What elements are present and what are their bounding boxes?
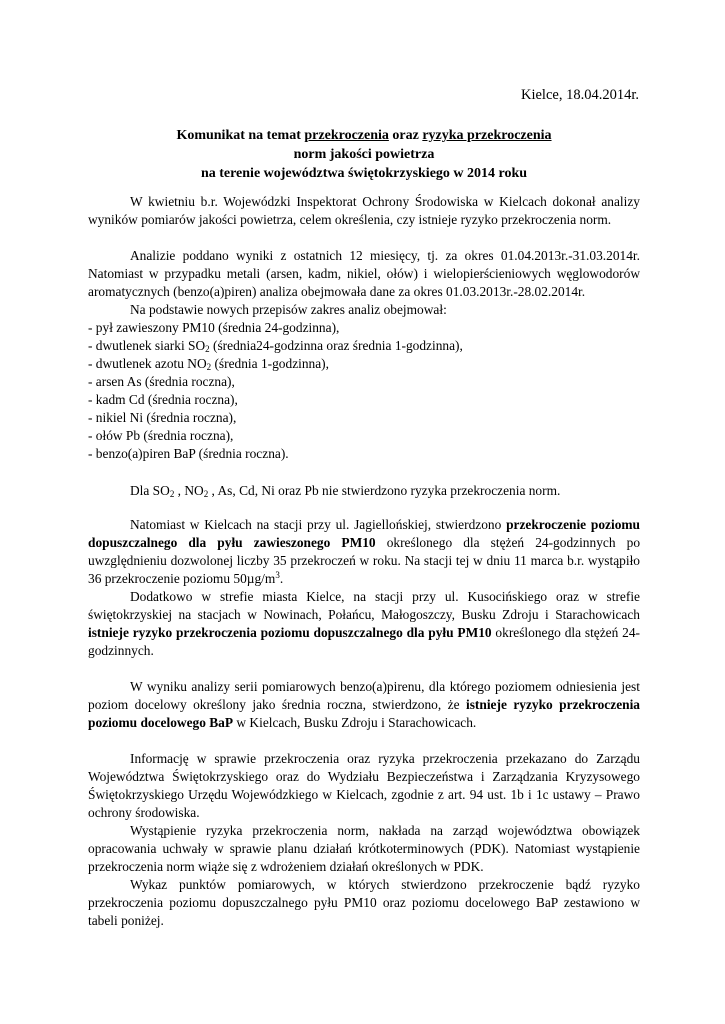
- list-item: [88, 337, 640, 355]
- text: Natomiast w Kielcach na stacji przy ul. Jagiellońskiej, stwierdzono: [130, 517, 507, 532]
- paragraph-information-sent: Informację w sprawie przekroczenia oraz ryzyka przekroczenia przekazano do Zarządu Województwa Świętokrzyskiego oraz do Wydziału Bezpieczeństwa i Zarządzania Kryzysowego Świętokrzyskiego Urzędu Wojewódzkiego w Kielcach, zgodnie z art. 94 ust. 1b i 1c ustawy – Prawo ochrony środowiska.: [88, 751, 640, 820]
- paragraph-obligation: Wystąpienie ryzyka przekroczenia norm, nakłada na zarząd województwa obowiązek opracowania uchwały w sprawie planu działań krótkoterminowych (PDK). Natomiast wystąpienie przekroczenia norm wiąże się z wdrożeniem działań określonych w PDK.: [88, 823, 640, 874]
- bold-text: istnieje ryzyko przekroczenia poziomu dopuszczalnego dla pyłu PM10: [88, 625, 492, 640]
- title-line-1: [88, 126, 640, 145]
- list-item-text: - dwutlenek azotu NO: [88, 356, 207, 371]
- text: określonego dla stężeń 24-godzinnych po uwzględnieniu dozwolonej liczby 35 przekroczeń w roku. Na stacji tej w dniu 11 marca b.r. wystąpiło 36 przekroczenie poziomu 50µg/m: [88, 535, 641, 586]
- text: .: [279, 571, 284, 586]
- text: określonego dla stężeń 24-godzinnych.: [88, 625, 640, 658]
- paragraph-intro: W kwietniu b.r. Wojewódzki Inspektorat Ochrony Środowiska w Kielcach dokonał analizy wyników pomiarów jakości powietrza, celem określenia, czy istnieje ryzyko przekroczenia norm.: [88, 194, 640, 227]
- paragraph-no-risk: [88, 482, 640, 500]
- subscript: 2: [203, 489, 209, 499]
- text: , As, Cd, Ni oraz Pb nie stwierdzono ryzyka przekroczenia norm.: [208, 483, 561, 498]
- list-item-text: - dwutlenek siarki SO: [88, 338, 206, 353]
- paragraph-analysis-period: Analizie poddano wyniki z ostatnich 12 miesięcy, tj. za okres 01.04.2013r.-31.03.2014r. Natomiast w przypadku metali (arsen, kadm, nikiel, ołów) i wielopierścieniowych węglowodorów aromatycznych (benzo(a)piren) analiza obejmowała dane za okres 01.03.2013r.-28.02.2014r.: [88, 248, 640, 299]
- subscript: 2: [206, 362, 212, 372]
- paragraph-additional-risk: [88, 588, 640, 660]
- title-underlined-ryzyka: ryzyka przekroczenia: [422, 128, 552, 143]
- list-item-text: (średnia24-godzinna oraz średnia 1-godzinna),: [209, 338, 463, 353]
- text: w Kielcach, Busku Zdroju i Starachowicach.: [233, 715, 477, 730]
- bold-text: przekroczenie poziomu dopuszczalnego dla pyłu zawieszonego PM10: [88, 517, 640, 550]
- title-underlined-przekroczenia: przekroczenia: [304, 128, 389, 143]
- bold-text: istnieje ryzyko przekroczenia poziomu docelowego BaP: [88, 697, 640, 730]
- paragraph-bap-risk: [88, 678, 640, 732]
- subscript: 2: [205, 344, 210, 354]
- title-part: oraz: [388, 128, 423, 143]
- list-item-text: (średnia 1-godzinna),: [211, 356, 329, 371]
- paragraph-table-reference: Wykaz punktów pomiarowych, w których stwierdzono przekroczenie bądź ryzyko przekroczenia poziomu dopuszczalnego pyłu PM10 oraz poziomu docelowego BaP zestawiono w tabeli poniżej.: [88, 877, 640, 928]
- list-item: - nikiel Ni (średnia roczna),: [88, 410, 237, 425]
- title-part: Komunikat na temat: [176, 128, 305, 143]
- superscript: 3: [275, 570, 280, 580]
- document-title: [88, 126, 640, 183]
- list-item: - arsen As (średnia roczna),: [88, 374, 235, 389]
- document-date: Kielce, 18.04.2014r.: [521, 87, 639, 103]
- text: Dla SO: [130, 483, 170, 498]
- paragraph-kielce-exceedance: [88, 516, 640, 588]
- list-item: [88, 355, 640, 373]
- list-item: - ołów Pb (średnia roczna),: [88, 428, 234, 443]
- list-item: - benzo(a)piren BaP (średnia roczna).: [88, 446, 289, 461]
- text: Dodatkowo w strefie miasta Kielce, na stacji przy ul. Kusocińskiego oraz w strefie świętokrzyskiej na stacjach w Nowinach, Połańcu, Małogoszczy, Busku Zdroju i Starachowicach: [88, 589, 640, 622]
- title-line-3: na terenie województwa świętokrzyskiego w 2014 roku: [200, 166, 528, 181]
- list-item: - kadm Cd (średnia roczna),: [88, 392, 238, 407]
- paragraph-scope-intro: Na podstawie nowych przepisów zakres analiz obejmował:: [130, 302, 447, 317]
- text: W wyniku analizy serii pomiarowych benzo(a)pirenu, dla którego poziomem odniesienia jest poziom docelowy określony jako średnia roczna, stwierdzono, że: [88, 679, 640, 712]
- title-line-2: norm jakości powietrza: [293, 147, 435, 162]
- subscript: 2: [169, 489, 175, 499]
- pollutant-list: [88, 319, 640, 463]
- text: , NO: [174, 483, 204, 498]
- list-item: - pył zawieszony PM10 (średnia 24-godzinna),: [88, 320, 340, 335]
